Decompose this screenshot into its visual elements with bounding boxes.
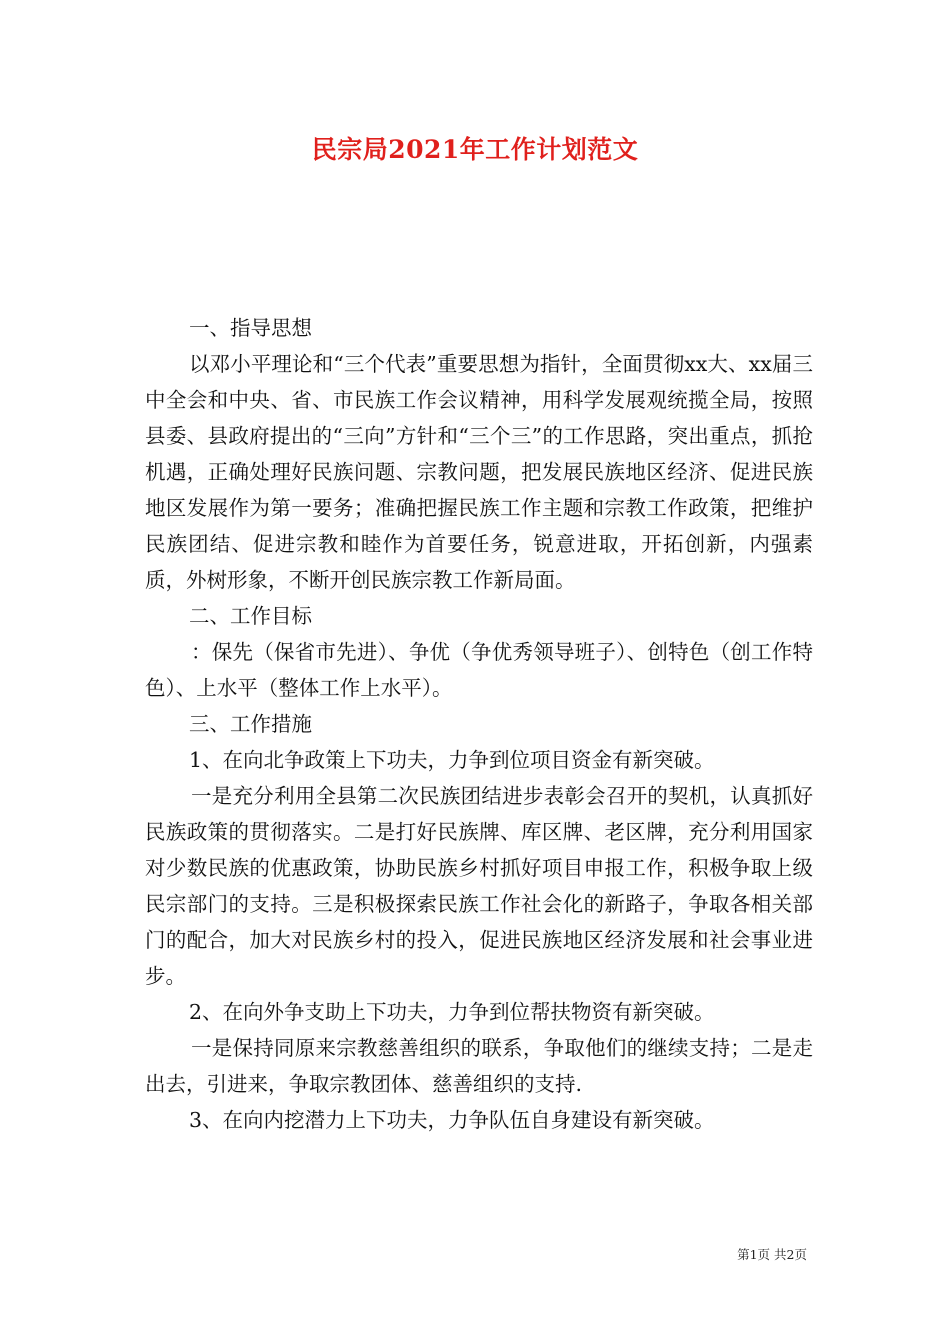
measure-heading-3: 3、在向内挖潜力上下功夫，力争队伍自身建设有新突破。 xyxy=(189,1108,715,1132)
section-heading-work-goals: 二、工作目标 xyxy=(189,604,312,628)
section-heading-work-measures: 三、工作措施 xyxy=(189,712,312,736)
measure-heading-1: 1、在向北争政策上下功夫，力争到位项目资金有新突破。 xyxy=(189,748,715,772)
section-heading-guiding-thought: 一、指导思想 xyxy=(189,316,312,340)
paragraph-measure-2: 一是保持同原来宗教慈善组织的联系，争取他们的继续支持；二是走出去，引进来，争取宗教团体、慈善组织的支持. xyxy=(145,1036,813,1096)
paragraph-work-goals: ：保先（保省市先进）、争优（争优秀领导班子）、创特色（创工作特色）、上水平（整体工作上水平）。 xyxy=(145,640,813,700)
paragraph-guiding-thought: 以邓小平理论和“三个代表”重要思想为指针，全面贯彻xx大、xx届三中全会和中央、省、市民族工作会议精神，用科学发展观统揽全局，按照县委、县政府提出的“三向”方针和“三个三”的工作思路，突出重点，抓抢机遇，正确处理好民族问题、宗教问题，把发展民族地区经济、促进民族地区发展作为第一要务；准确把握民族工作主题和宗教工作政策，把维护民族团结、促进宗教和睦作为首要任务，锐意进取，开拓创新，内强素质，外树形象，不断开创民族宗教工作新局面。 xyxy=(145,352,813,592)
page-number-footer: 第1页 共2页 xyxy=(737,1247,807,1262)
paragraph-measure-1: 一是充分利用全县第二次民族团结进步表彰会召开的契机，认真抓好民族政策的贯彻落实。二是打好民族牌、库区牌、老区牌，充分利用国家对少数民族的优惠政策，协助民族乡村抓好项目申报工作，积极争取上级民宗部门的支持。三是积极探索民族工作社会化的新路子，争取各相关部门的配合，加大对民族乡村的投入，促进民族地区经济发展和社会事业进步。 xyxy=(145,784,813,988)
document-body xyxy=(145,310,813,1138)
measure-heading-2: 2、在向外争支助上下功夫，力争到位帮扶物资有新突破。 xyxy=(189,1000,715,1024)
document-title: 民宗局2021年工作计划范文 xyxy=(311,135,639,164)
